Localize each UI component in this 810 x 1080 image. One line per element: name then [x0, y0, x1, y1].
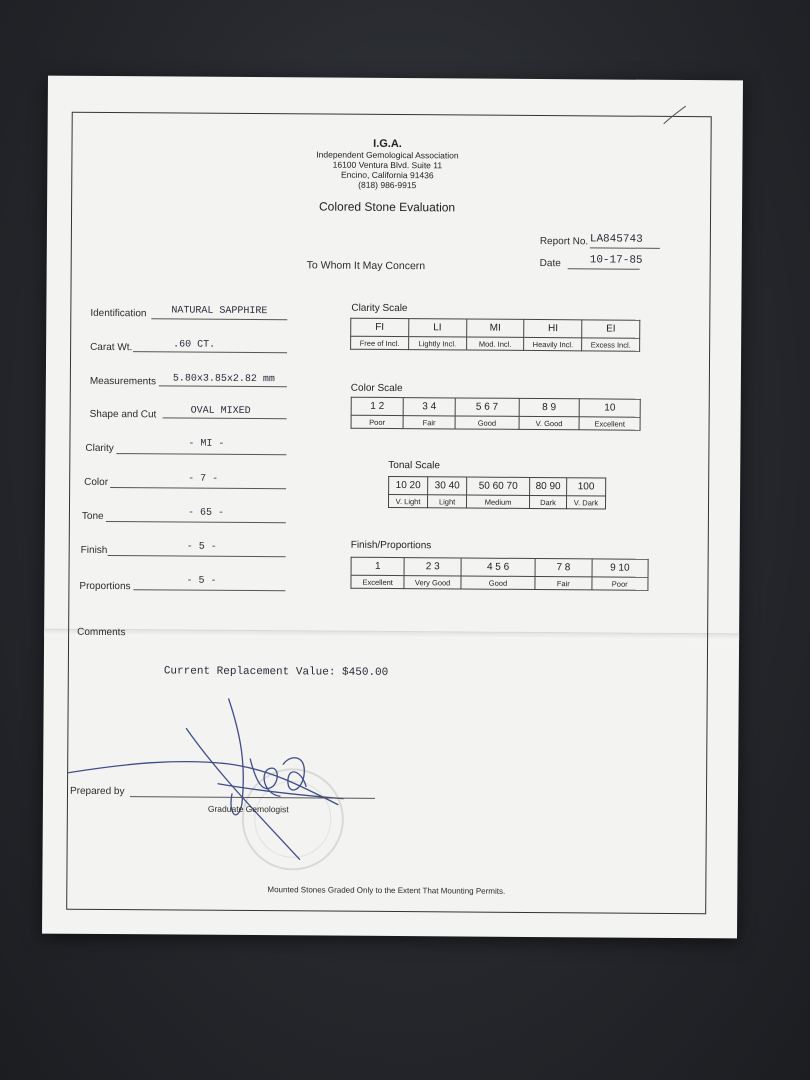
color-scale-title: Color Scale	[350, 382, 403, 395]
certificate-paper	[42, 76, 743, 939]
org-abbr: I.G.A.	[373, 137, 402, 151]
finish-desc: Good	[461, 576, 535, 590]
color-grade: 3 4	[403, 398, 455, 416]
tonal-desc: Medium	[467, 495, 530, 508]
finish-desc: Fair	[535, 576, 592, 589]
color-desc: Fair	[403, 416, 455, 429]
tonal-grade: 10 20	[389, 476, 428, 494]
finish-grade: 4 5 6	[461, 558, 535, 577]
clarity-grade: HI	[524, 319, 582, 337]
tonal-grade: 80 90	[530, 477, 567, 495]
color-grade: 5 6 7	[455, 398, 519, 416]
tonal-grade: 30 40	[428, 477, 467, 495]
report-no-value: LA845743	[589, 233, 643, 246]
field-label-identification: Identification	[90, 307, 147, 320]
field-label-measurements: Measurements	[89, 375, 157, 388]
finish-grade: 2 3	[404, 558, 461, 576]
color-desc: Good	[455, 416, 519, 429]
field-label-color: Color	[84, 476, 109, 489]
field-label-proportions: Proportions	[79, 580, 131, 593]
color-grade: 1 2	[351, 397, 403, 415]
field-value-finish: - 5 -	[186, 541, 217, 553]
salutation: To Whom It May Concern	[306, 259, 426, 273]
field-value-carat: .60 CT.	[173, 339, 216, 351]
clarity-grade: MI	[466, 319, 524, 337]
finish-grade: 9 10	[592, 559, 649, 577]
tonal-desc: Dark	[530, 495, 567, 508]
gemologist-title: Graduate Gemologist	[207, 803, 289, 815]
field-value-measurements: 5.80x3.85x2.82 mm	[172, 373, 275, 386]
color-desc: Excellent	[579, 417, 640, 430]
finish-scale-title: Finish/Proportions	[350, 539, 432, 552]
field-label-carat: Carat Wt.	[90, 341, 133, 354]
color-desc: V. Good	[519, 416, 580, 429]
date-label: Date	[539, 258, 561, 270]
org-name: Independent Gemological Association	[316, 149, 459, 161]
comments-text: Current Replacement Value: $450.00	[163, 665, 389, 679]
field-value-proportions: - 5 -	[186, 575, 217, 587]
finish-desc: Very Good	[404, 576, 461, 589]
clarity-grade: LI	[408, 319, 466, 337]
field-value-tone: - 65 -	[187, 507, 225, 519]
mounting-note: Mounted Stones Graded Only to the Extent That Mounting Permits.	[267, 885, 506, 896]
finish-desc: Excellent	[351, 575, 405, 588]
clarity-grade: FI	[351, 318, 409, 336]
check-mark-icon	[660, 104, 690, 128]
clarity-desc: Free of Incl.	[351, 336, 409, 349]
clarity-desc: Excess Incl.	[582, 338, 640, 351]
finish-desc: Poor	[591, 577, 648, 590]
tonal-grade: 100	[566, 478, 605, 496]
document-title: Colored Stone Evaluation	[319, 199, 456, 215]
clarity-desc: Heavily Incl.	[524, 337, 582, 350]
clarity-desc: Mod. Incl.	[466, 337, 524, 350]
field-value-clarity: - MI -	[188, 438, 225, 450]
tonal-scale-title: Tonal Scale	[388, 459, 441, 472]
clarity-grade: EI	[582, 320, 640, 338]
embossed-seal	[242, 769, 343, 870]
org-address-2: Encino, California 91436	[340, 169, 434, 181]
tonal-desc: V. Light	[388, 494, 427, 507]
field-label-shape-cut: Shape and Cut	[89, 408, 157, 421]
field-label-tone: Tone	[81, 510, 104, 522]
color-grade: 8 9	[519, 398, 580, 416]
clarity-desc: Lightly Incl.	[408, 337, 466, 350]
color-grade: 10	[579, 399, 640, 417]
field-label-finish: Finish	[80, 544, 108, 557]
tonal-desc: V. Dark	[566, 496, 605, 509]
clarity-scale-title: Clarity Scale	[351, 302, 408, 315]
finish-grade: 7 8	[535, 558, 592, 576]
org-address-1: 16100 Ventura Blvd. Suite 11	[332, 159, 443, 171]
comments-label: Comments	[77, 626, 126, 639]
tonal-grade: 50 60 70	[467, 477, 530, 495]
field-value-identification: NATURAL SAPPHIRE	[171, 305, 268, 318]
finish-grade: 1	[351, 557, 405, 575]
field-value-shape-cut: OVAL MIXED	[190, 405, 251, 418]
signature-stamp-graphic	[67, 113, 711, 913]
tonal-desc: Light	[428, 495, 467, 508]
date-value: 10-17-85	[589, 254, 643, 267]
org-phone: (818) 986-9915	[358, 179, 417, 191]
handwritten-signature	[68, 698, 344, 860]
prepared-by-label: Prepared by	[69, 785, 125, 798]
field-label-clarity: Clarity	[85, 442, 114, 455]
field-value-color: - 7 -	[188, 473, 219, 485]
certificate-border	[66, 112, 712, 914]
color-desc: Poor	[351, 415, 403, 428]
report-no-label: Report No.	[539, 236, 589, 248]
